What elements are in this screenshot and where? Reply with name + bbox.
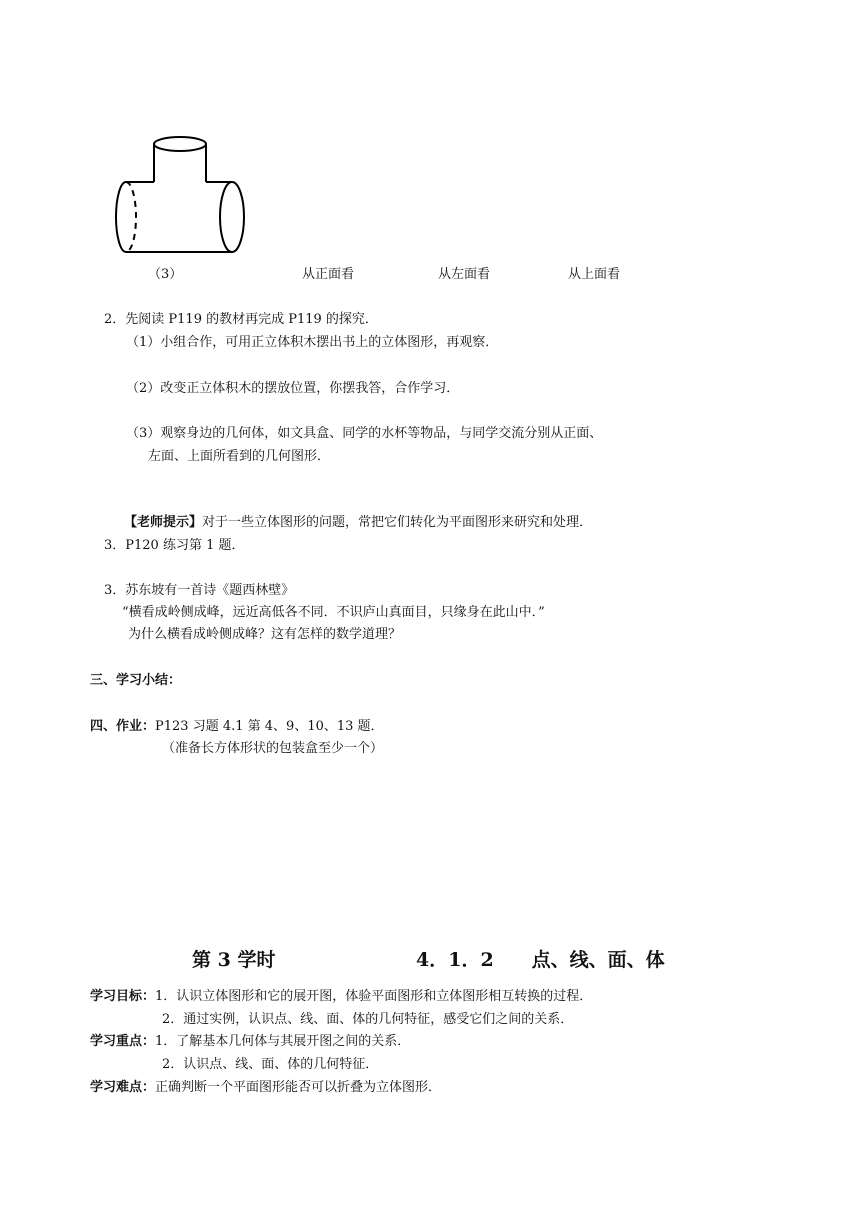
goals-label: 学习目标：	[90, 989, 156, 1004]
teacher-hint	[124, 514, 592, 532]
keypoints-row	[90, 1033, 410, 1051]
teacher-hint-text: 对于一些立体图形的问题，常把它们转化为平面图形来研究和处理．	[202, 515, 593, 530]
item3-poem-line2: “横看成岭侧成峰，远近高低各不同．不识庐山真面目，只缘身在此山中．”	[122, 605, 545, 620]
difficulty-row	[90, 1079, 441, 1097]
top-cylinder-ellipse	[154, 137, 206, 151]
figure-label: （3）	[148, 267, 183, 282]
left-end-visible-arc	[116, 182, 126, 252]
difficulty-label: 学习难点：	[90, 1080, 156, 1095]
item3-poem-line3: 为什么横看成岭侧成峰？这有怎样的数学道理？	[128, 627, 402, 642]
difficulty-text: 正确判断一个平面图形能否可以折叠为立体图形．	[155, 1080, 442, 1095]
section4-homework	[90, 718, 384, 736]
section4-note: （准备长方体形状的包装盒至少一个）	[162, 741, 384, 756]
keypoints-label: 学习重点：	[90, 1034, 156, 1049]
keypoints-item2: 2．认识点、线、面、体的几何特征．	[162, 1057, 379, 1072]
item3-poem-line1: 3．苏东坡有一首诗《题西林壁》	[104, 583, 295, 598]
section3-summary: 三、学习小结：	[90, 673, 182, 688]
view-front-label: 从正面看	[302, 267, 355, 282]
goals-item1: 1．认识立体图形和它的展开图，体验平面图形和立体图形相互转换的过程．	[155, 989, 593, 1004]
goals-row	[90, 988, 592, 1006]
item2-title: 2．先阅读 P119 的教材再完成 P119 的探究．	[104, 312, 378, 327]
left-end-hidden-arc	[126, 182, 136, 252]
keypoints-item1: 1．了解基本几何体与其展开图之间的关系．	[155, 1034, 411, 1049]
item2-sub1: （1）小组合作，可用正立体积木摆出书上的立体图形，再观察．	[126, 335, 499, 350]
teacher-hint-tag: 【老师提示】	[124, 515, 203, 530]
section4-label: 四、作业：	[90, 719, 156, 734]
view-top-label: 从上面看	[568, 267, 621, 282]
lesson-heading: 4．1．2 点、线、面、体	[416, 949, 665, 971]
item2-sub3-line1: （3）观察身边的几何体，如文具盒、同学的水杯等物品，与同学交流分别从正面、	[126, 426, 603, 441]
item3-exercise: 3．P120 练习第 1 题．	[104, 538, 245, 553]
view-left-label: 从左面看	[438, 267, 491, 282]
item2-sub3-line2: 左面、上面所看到的几何图形．	[148, 449, 331, 464]
right-end-ellipse	[220, 182, 244, 252]
lesson-title: 第 3 学时	[192, 949, 276, 971]
item2-sub2: （2）改变正立体积木的摆放位置，你摆我答，合作学习．	[126, 381, 460, 396]
section4-text: P123 习题 4.1 第 4、9、10、13 题．	[155, 719, 384, 734]
goals-item2: 2．通过实例，认识点、线、面、体的几何特征，感受它们之间的关系．	[162, 1012, 574, 1027]
